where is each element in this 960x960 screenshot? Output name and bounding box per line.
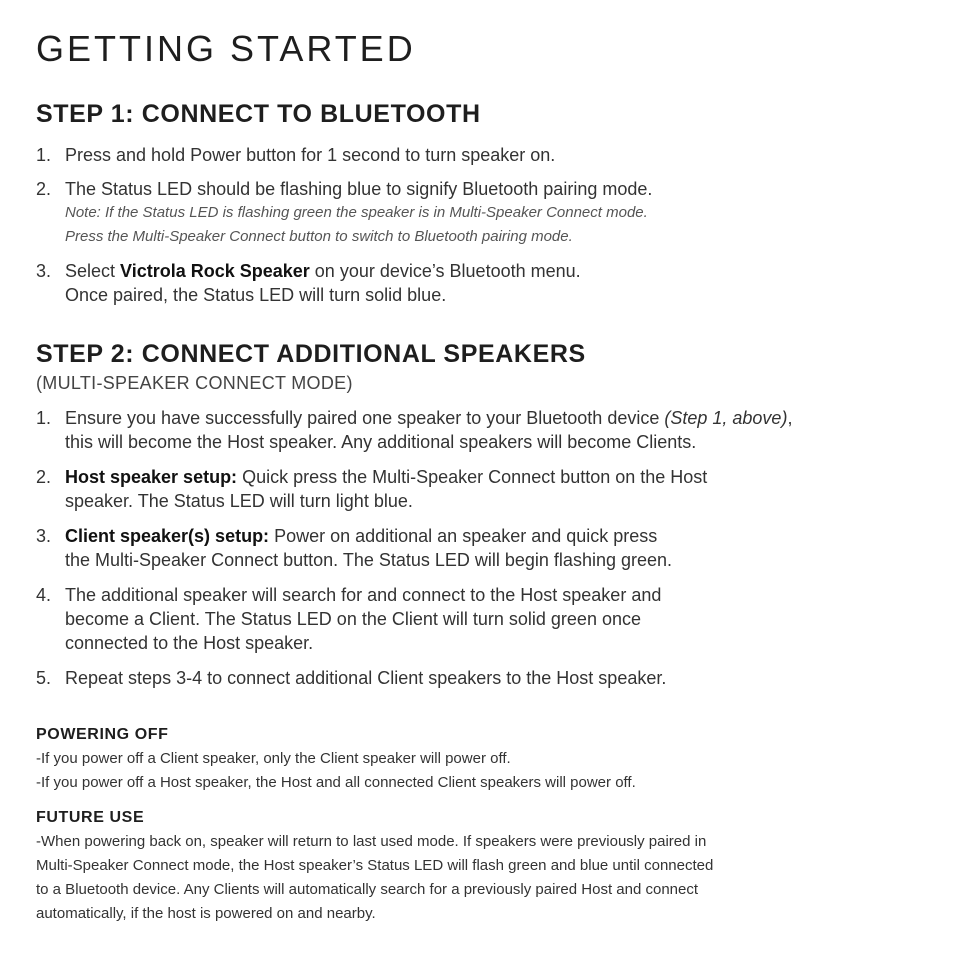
item-number: 5. <box>36 668 52 688</box>
item-number: 2. <box>36 179 52 199</box>
step1-item-3 <box>36 259 936 307</box>
item-bold-label: Host speaker setup: <box>65 467 238 487</box>
future-use-line-1: -When powering back on, speaker will return to last used mode. If speakers were previously paired in <box>36 833 707 850</box>
future-use-line-4: automatically, if the host is powered on and nearby. <box>36 905 376 922</box>
step1-item-1 <box>36 143 936 167</box>
step2-heading: STEP 2: CONNECT ADDITIONAL SPEAKERS <box>36 340 586 368</box>
item-text <box>65 465 936 489</box>
item-bold-label: Client speaker(s) setup: <box>65 526 270 546</box>
item-text-line-2: become a Client. The Status LED on the Client will turn solid green once <box>65 609 641 629</box>
powering-off-line-2: -If you power off a Host speaker, the Host and all connected Client speakers will power off. <box>36 774 636 791</box>
product-name: Victrola Rock Speaker <box>120 261 310 281</box>
step2-item-2 <box>36 465 936 513</box>
step1-heading: STEP 1: CONNECT TO BLUETOOTH <box>36 100 481 128</box>
item-text <box>65 259 936 283</box>
item-text: Repeat steps 3-4 to connect additional Client speakers to the Host speaker. <box>65 668 667 688</box>
item-text-prefix: Select <box>65 261 121 281</box>
item-text-b: , <box>787 408 793 428</box>
powering-off-line-1: -If you power off a Client speaker, only the Client speaker will power off. <box>36 750 511 767</box>
item-text-suffix: on your device’s Bluetooth menu. <box>309 261 581 281</box>
step-reference: (Step 1, above) <box>664 408 788 428</box>
item-number: 1. <box>36 145 52 165</box>
item-number: 1. <box>36 408 52 428</box>
step2-subheading: (MULTI-SPEAKER CONNECT MODE) <box>36 373 353 393</box>
step2-item-1 <box>36 406 936 454</box>
item-text-line-2: Once paired, the Status LED will turn solid blue. <box>65 285 447 305</box>
item-text: The additional speaker will search for and connect to the Host speaker and <box>65 585 662 605</box>
step2-item-4 <box>36 583 936 655</box>
powering-off-heading: POWERING OFF <box>36 726 169 743</box>
step1-item-2 <box>36 177 936 249</box>
item-note-line-2: Press the Multi-Speaker Connect button to switch to Bluetooth pairing mode. <box>65 228 573 245</box>
item-number: 2. <box>36 467 52 487</box>
item-text-a: Ensure you have successfully paired one speaker to your Bluetooth device <box>65 408 665 428</box>
item-text-line-2: speaker. The Status LED will turn light blue. <box>65 491 413 511</box>
item-text: The Status LED should be flashing blue to signify Bluetooth pairing mode. <box>65 179 653 199</box>
item-text <box>65 406 936 430</box>
step2-item-5 <box>36 666 936 690</box>
future-use-heading: FUTURE USE <box>36 809 145 826</box>
future-use-line-3: to a Bluetooth device. Any Clients will automatically search for a previously paired Host and connect <box>36 881 699 898</box>
page-title: GETTING STARTED <box>36 28 416 69</box>
powering-off-text <box>36 747 936 795</box>
item-number: 3. <box>36 526 52 546</box>
item-number: 3. <box>36 261 52 281</box>
item-text-rest: Quick press the Multi-Speaker Connect button on the Host <box>237 467 708 487</box>
step2-item-3 <box>36 524 936 572</box>
item-text-line-2: this will become the Host speaker. Any additional speakers will become Clients. <box>65 432 697 452</box>
item-text-line-2: the Multi-Speaker Connect button. The Status LED will begin flashing green. <box>65 550 673 570</box>
item-text-rest: Power on additional an speaker and quick press <box>269 526 658 546</box>
item-number: 4. <box>36 585 52 605</box>
item-text: Press and hold Power button for 1 second to turn speaker on. <box>65 145 556 165</box>
item-text-line-3: connected to the Host speaker. <box>65 633 314 653</box>
future-use-line-2: Multi-Speaker Connect mode, the Host speaker’s Status LED will flash green and blue until connected <box>36 857 714 874</box>
item-note-line-1: Note: If the Status LED is flashing green the speaker is in Multi-Speaker Connect mode. <box>65 204 648 221</box>
future-use-text <box>36 830 936 926</box>
item-text <box>65 524 936 548</box>
